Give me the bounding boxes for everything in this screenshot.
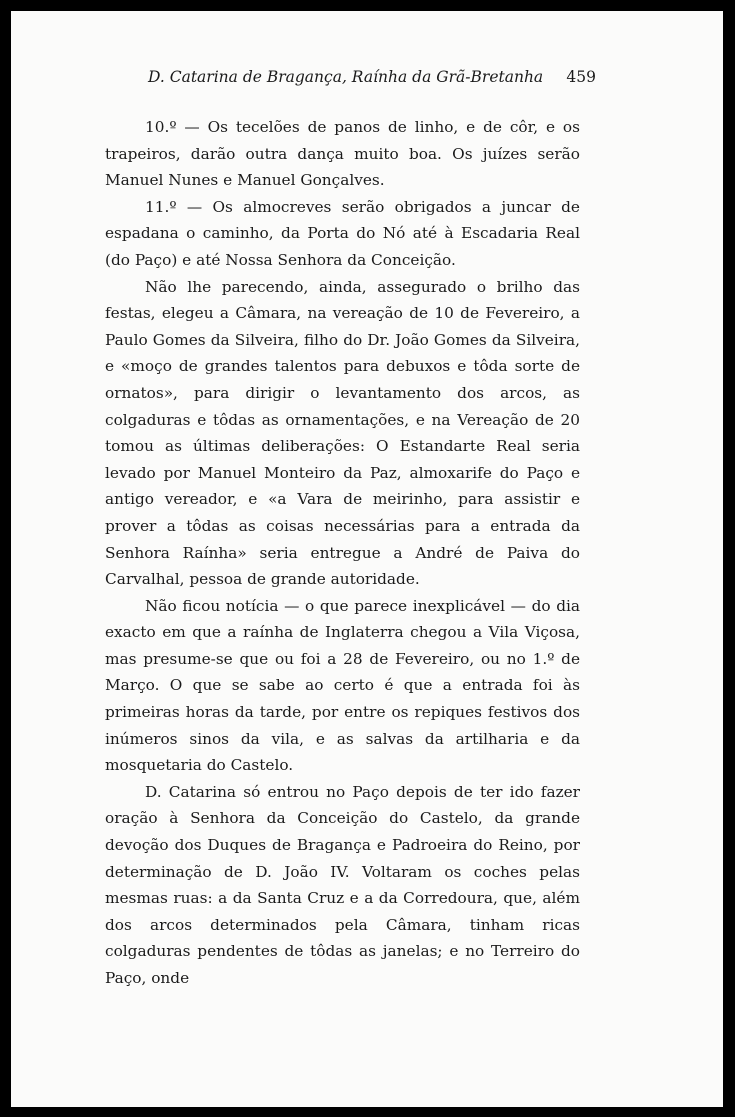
scan-border-left [0, 0, 8, 1117]
paragraph: 11.º — Os almocreves serão obrigados a juncar de espadana o caminho, da Porta do Nó até à Escadaria Real (do Paço) e até Nossa Senhora da Conceição. [105, 197, 580, 269]
paragraph: Não lhe parecendo, ainda, assegurado o brilho das festas, elegeu a Câmara, na vereação de 10 de Fevereiro, a Paulo Gomes da Silveira, filho do Dr. João Gomes da Silveira, e «moço de grandes talentos para debuxos e tôda sorte de ornatos», para dirigir o levantamento dos arcos, as colgaduras e tôdas as ornamentações, e na Vereação de 20 tomou as últimas deliberações: O Estandarte Real seria levado por Manuel Monteiro da Paz, almoxarife do Paço e antigo vereador, e «a Vara de meirinho, para assistir e prover a tôdas as coisas necessárias para a entrada da Senhora Raínha» seria entregue a André de Paiva do Carvalhal, pessoa de grande autoridade. [105, 277, 580, 589]
body-text [105, 114, 580, 992]
paragraph: 10.º — Os tecelões de panos de linho, e de côr, e os trapeiros, darão outra dança muito boa. Os juízes serão Manuel Nunes e Manuel Gonçalves. [105, 118, 580, 190]
page-number: 459 [566, 68, 596, 86]
page-header [148, 68, 596, 86]
running-title: D. Catarina de Bragança, Raínha da Grã-Bretanha [148, 68, 544, 86]
paragraph: D. Catarina só entrou no Paço depois de ter ido fazer oração à Senhora da Conceição do Castelo, da grande devoção dos Duques de Bragança e Padroeira do Reino, por determinação de D. João IV. Voltaram os coches pelas mesmas ruas: a da Santa Cruz e a da Corredoura, que, além dos arcos determinados pela Câmara, tinham ricas colgaduras pendentes de tôdas as janelas; e no Terreiro do Paço, onde [105, 782, 580, 987]
paragraph: Não ficou notícia — o que parece inexplicável — do dia exacto em que a raínha de Inglaterra chegou a Vila Viçosa, mas presume-se que ou foi a 28 de Fevereiro, ou no 1.º de Março. O que se sabe ao certo é que a entrada foi às primeiras horas da tarde, por entre os repiques festivos dos inúmeros sinos da vila, e as salvas da artilharia e da mosquetaria do Castelo. [105, 596, 580, 775]
